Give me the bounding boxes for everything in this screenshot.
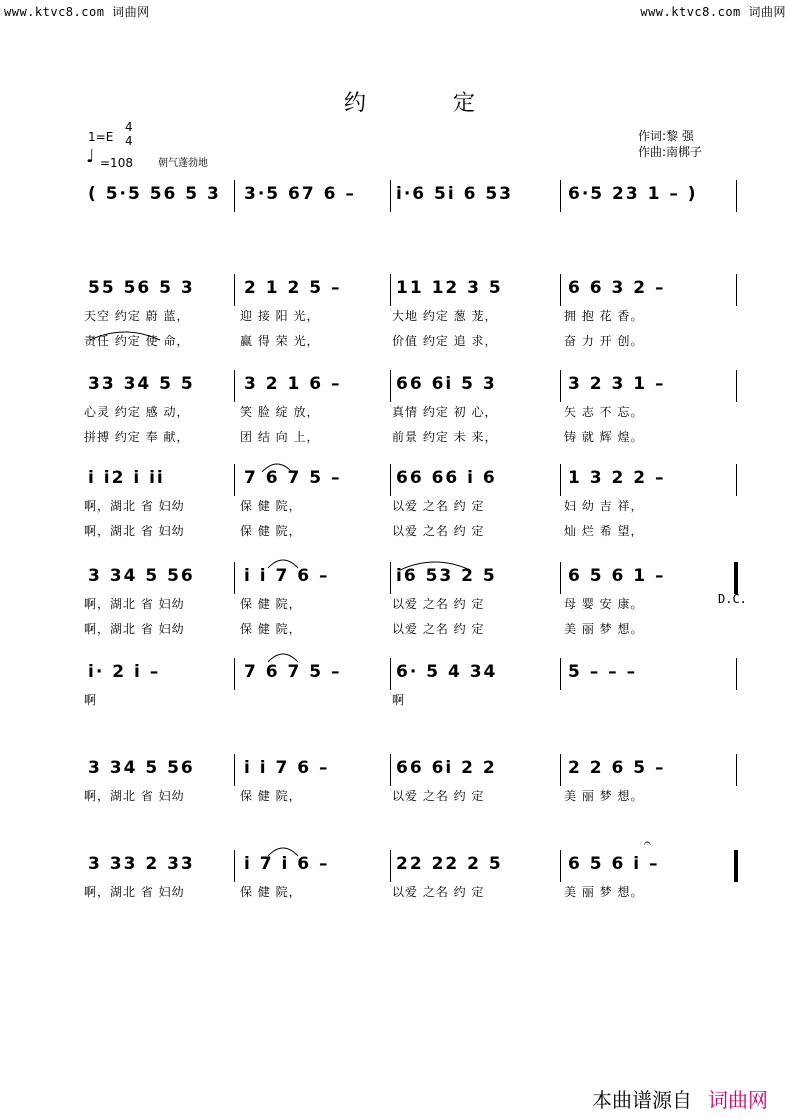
- lyric: 大地 约定 葱 茏，: [392, 309, 498, 323]
- lyric: 拼搏 约定 奉 献，: [84, 430, 190, 444]
- barline: [390, 180, 391, 212]
- measure: 7 6 7 5 –: [244, 468, 342, 488]
- notation-line: [80, 374, 750, 402]
- notation-line: [80, 854, 750, 882]
- barline: [234, 274, 235, 306]
- measure: i 7 i 6 –: [244, 854, 330, 874]
- measure: 6· 5 4 34: [396, 662, 498, 682]
- measure: i·6 5i 6 53: [396, 184, 514, 204]
- fermata-icon: 𝄐: [644, 836, 651, 850]
- lyrics-line: [80, 428, 750, 444]
- notation-line: [80, 662, 750, 690]
- footer: [592, 1084, 768, 1113]
- measure: 11 12 3 5: [396, 278, 503, 298]
- barline: [560, 658, 561, 690]
- lyric: 啊: [392, 693, 406, 707]
- measure: 33 34 5 5: [88, 374, 195, 394]
- quarter-note-icon: ♩: [86, 146, 95, 167]
- measure: 22 22 2 5: [396, 854, 503, 874]
- measure: i i2 i ii: [88, 468, 165, 488]
- measure: 3 34 5 56: [88, 758, 195, 778]
- composer-credit: 作曲:南梆子: [638, 145, 703, 159]
- lyrics-line: [80, 403, 750, 419]
- lyric: 啊，湖北 省 妇幼: [84, 499, 185, 513]
- measure: 66 6i 5 3: [396, 374, 497, 394]
- lyric: 团 结 向 上，: [240, 430, 320, 444]
- lyric: 保 健 院，: [240, 524, 302, 538]
- lyric: 保 健 院，: [240, 597, 302, 611]
- measure: 55 56 5 3: [88, 278, 195, 298]
- lyric: 保 健 院，: [240, 789, 302, 803]
- lyric: 拥 抱 花 香。: [564, 309, 644, 323]
- barline: [736, 464, 737, 496]
- lyric: 以爱 之名 约 定: [392, 597, 485, 611]
- barline: [736, 180, 737, 212]
- barline: [560, 464, 561, 496]
- measure: 66 66 i 6: [396, 468, 497, 488]
- barline: [390, 754, 391, 786]
- measure: i i 7 6 –: [244, 758, 330, 778]
- measure: 2 1 2 5 –: [244, 278, 342, 298]
- footer-text: 本曲谱源自: [592, 1088, 692, 1112]
- dc-mark: D.C.: [718, 592, 747, 606]
- lyric: 价值 约定 追 求，: [392, 334, 498, 348]
- lyric: 天空 约定 蔚 蓝，: [84, 309, 190, 323]
- lyric: 前景 约定 未 来，: [392, 430, 498, 444]
- lyric: 以爱 之名 约 定: [392, 499, 485, 513]
- lyric: 妇 幼 吉 祥，: [564, 499, 644, 513]
- lyric: 啊，湖北 省 妇幼: [84, 524, 185, 538]
- lyric: 美 丽 梦 想。: [564, 885, 644, 899]
- measure: 3 2 3 1 –: [568, 374, 666, 394]
- lyric: 迎 接 阳 光，: [240, 309, 320, 323]
- lyrics-line: [80, 497, 750, 513]
- lyrics-line: [80, 522, 750, 538]
- lyric: 啊，湖北 省 妇幼: [84, 597, 185, 611]
- measure: 5 – – –: [568, 662, 638, 682]
- barline: [560, 754, 561, 786]
- lyrics-line: [80, 595, 750, 611]
- lyrics-line: [80, 691, 750, 707]
- lyrics-line: [80, 620, 750, 636]
- lyric: 奋 力 开 创。: [564, 334, 644, 348]
- lyric: 真情 约定 初 心，: [392, 405, 498, 419]
- measure: 3 34 5 56: [88, 566, 195, 586]
- lyrics-line: [80, 787, 750, 803]
- barline: [736, 754, 737, 786]
- barline: [234, 850, 235, 882]
- measure: 6 6 3 2 –: [568, 278, 666, 298]
- barline: [234, 370, 235, 402]
- barline: [736, 658, 737, 690]
- measure: 6·5 23 1 – ): [568, 184, 698, 204]
- double-barline: [734, 562, 738, 594]
- notation-line: [80, 468, 750, 496]
- lyrics-line: [80, 883, 750, 899]
- barline: [560, 180, 561, 212]
- time-signature-bottom: 4: [125, 134, 133, 148]
- lyric: 以爱 之名 约 定: [392, 622, 485, 636]
- barline: [560, 562, 561, 594]
- lyric: 美 丽 梦 想。: [564, 622, 644, 636]
- tempo-marking: =108: [100, 156, 133, 170]
- lyric: 母 婴 安 康。: [564, 597, 644, 611]
- barline: [560, 370, 561, 402]
- lyric: 赢 得 荣 光，: [240, 334, 320, 348]
- barline: [234, 754, 235, 786]
- lyric: 保 健 院，: [240, 885, 302, 899]
- double-barline: [734, 850, 738, 882]
- slur-arc: [262, 462, 292, 474]
- measure: 6 5 6 i –: [568, 854, 660, 874]
- measure: 3 2 1 6 –: [244, 374, 342, 394]
- time-signature-top: 4: [125, 120, 133, 134]
- barline: [736, 370, 737, 402]
- slur-arc: [268, 558, 298, 570]
- watermark-left: www.ktvc8.com 词曲网: [4, 5, 150, 19]
- expression-marking: 朝气蓬勃地: [158, 158, 208, 169]
- measure: i· 2 i –: [88, 662, 161, 682]
- measure: 2 2 6 5 –: [568, 758, 666, 778]
- lyric: 以爱 之名 约 定: [392, 885, 485, 899]
- notation-line: [80, 278, 750, 306]
- lyrics-line: [80, 332, 750, 348]
- song-title: 约 定: [344, 91, 515, 116]
- barline: [234, 658, 235, 690]
- key-signature: 1=E: [88, 130, 114, 144]
- lyric: 啊，湖北 省 妇幼: [84, 789, 185, 803]
- barline: [390, 370, 391, 402]
- slur-arc: [268, 846, 298, 858]
- measure: 6 5 6 1 –: [568, 566, 666, 586]
- slur-arc: [268, 652, 298, 664]
- lyric: 保 健 院，: [240, 622, 302, 636]
- lyric: 啊: [84, 693, 98, 707]
- measure: i i 7 6 –: [244, 566, 330, 586]
- measure: 3 33 2 33: [88, 854, 195, 874]
- lyric: 啊，湖北 省 妇幼: [84, 622, 185, 636]
- measure: 66 6i 2 2: [396, 758, 497, 778]
- barline: [560, 274, 561, 306]
- lyric: 铸 就 辉 煌。: [564, 430, 644, 444]
- lyric: 笑 脸 绽 放，: [240, 405, 320, 419]
- barline: [234, 562, 235, 594]
- barline: [234, 180, 235, 212]
- lyrics-line: [80, 307, 750, 323]
- barline: [390, 658, 391, 690]
- notation-line: [80, 184, 750, 212]
- lyric: 灿 烂 希 望，: [564, 524, 644, 538]
- time-signature: [125, 120, 133, 148]
- measure: 7 6 7 5 –: [244, 662, 342, 682]
- lyric: 心灵 约定 感 动，: [84, 405, 190, 419]
- barline: [736, 274, 737, 306]
- lyric: 啊，湖北 省 妇幼: [84, 885, 185, 899]
- slur-arc: [400, 560, 470, 572]
- lyric: 保 健 院，: [240, 499, 302, 513]
- lyric: 美 丽 梦 想。: [564, 789, 644, 803]
- lyricist-credit: 作词:黎 强: [638, 129, 694, 143]
- barline: [390, 274, 391, 306]
- lyric: 以爱 之名 约 定: [392, 789, 485, 803]
- measure: 1 3 2 2 –: [568, 468, 666, 488]
- measure: 3·5 67 6 –: [244, 184, 356, 204]
- barline: [560, 850, 561, 882]
- lyric: 矢 志 不 忘。: [564, 405, 644, 419]
- footer-brand[interactable]: 词曲网: [708, 1088, 768, 1112]
- watermark-right: www.ktvc8.com 词曲网: [640, 5, 786, 19]
- barline: [390, 850, 391, 882]
- slur-arc: [90, 330, 160, 342]
- barline: [390, 562, 391, 594]
- notation-line: [80, 758, 750, 786]
- barline: [390, 464, 391, 496]
- measure: ( 5·5 56 5 3: [88, 184, 221, 204]
- barline: [234, 464, 235, 496]
- lyric: 责任 约定 使 命，: [84, 334, 190, 348]
- measure: i6 53 2 5: [396, 566, 497, 586]
- lyric: 以爱 之名 约 定: [392, 524, 485, 538]
